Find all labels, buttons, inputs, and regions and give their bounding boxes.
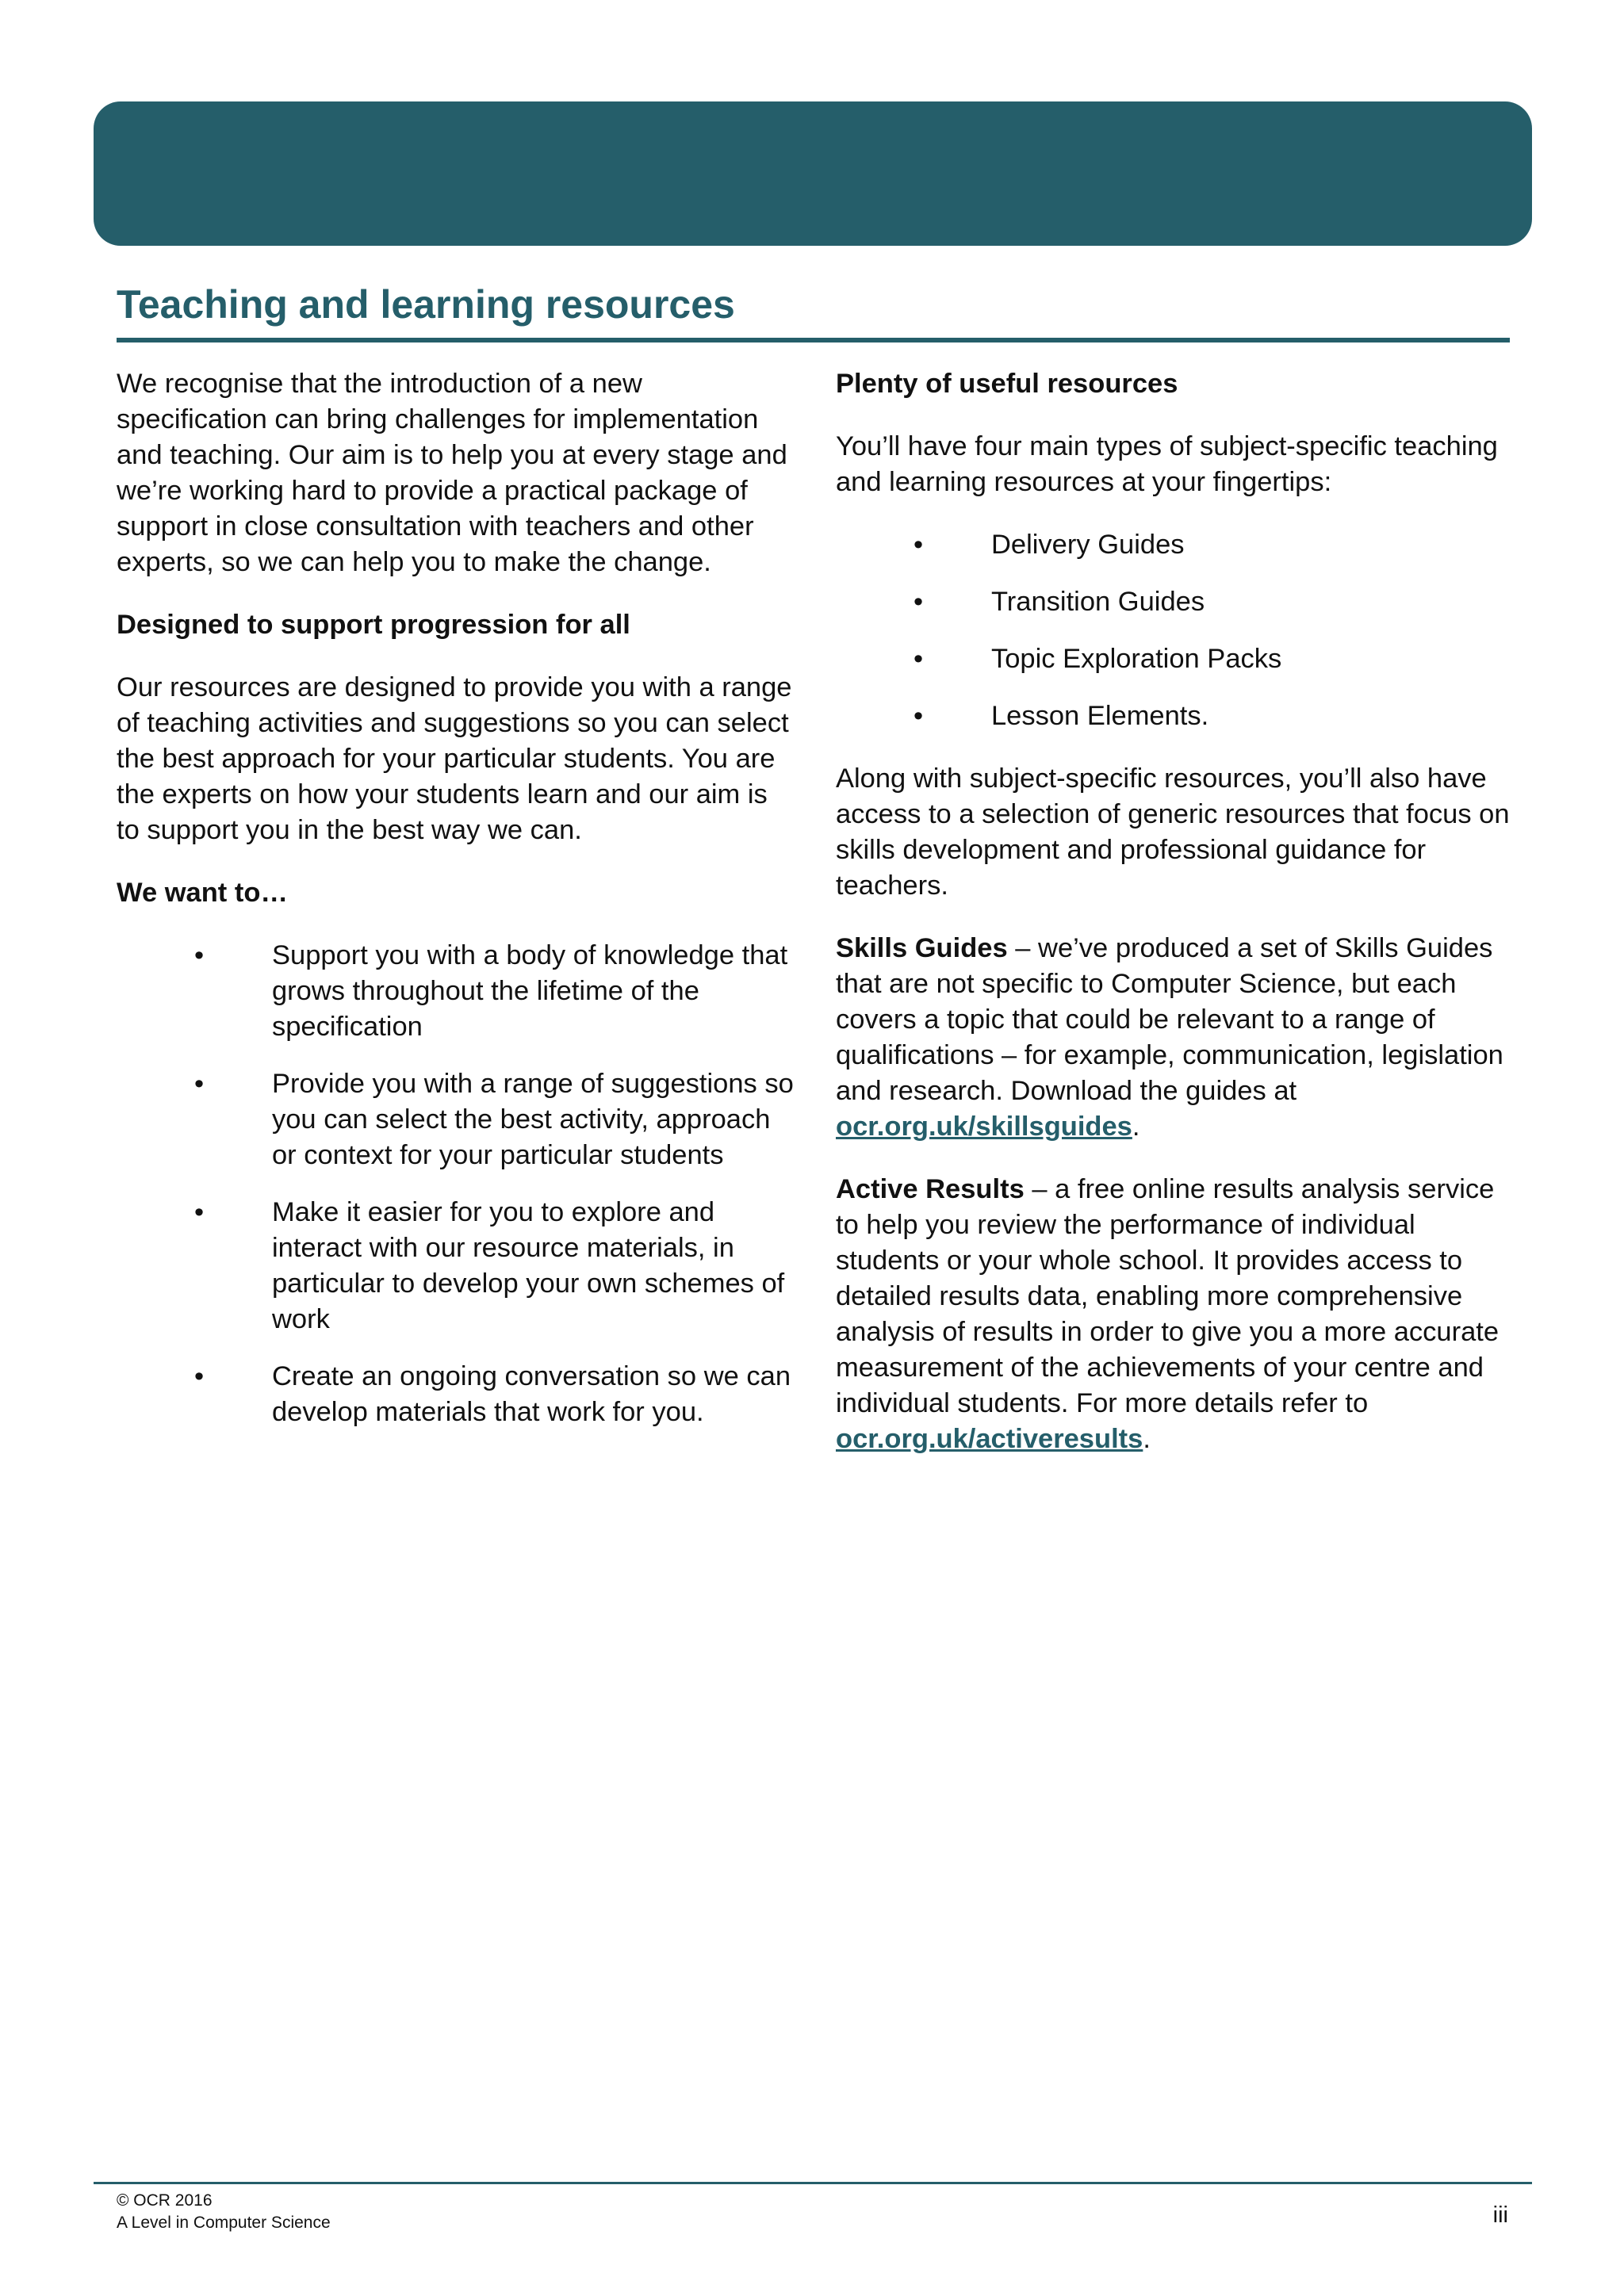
bullet-icon: • xyxy=(194,940,205,970)
copyright-text: © OCR 2016 xyxy=(117,2191,213,2210)
list-item: • Support you with a body of knowledge that grows throughout the lifetime of the specification xyxy=(117,938,795,1045)
bullet-icon: • xyxy=(194,1197,205,1227)
bullet-icon: • xyxy=(914,587,924,617)
list-item: • Transition Guides xyxy=(836,584,1518,620)
page-number: iii xyxy=(1492,2202,1508,2228)
left-intro-paragraph: We recognise that the introduction of a new specification can bring challenges for implementation and teaching. Our aim is to help you at every stage and we’re working hard to provide a practical package of support in close consultation with teachers and other experts, so we can help you to make the change. xyxy=(117,369,787,577)
bullet-icon: • xyxy=(914,701,924,731)
active-results-label: Active Results xyxy=(836,1174,1025,1204)
list-item: • Delivery Guides xyxy=(836,527,1518,563)
right-column xyxy=(836,366,1518,1484)
title-divider xyxy=(117,338,1510,342)
generic-resources-paragraph: Along with subject-specific resources, you’ll also have access to a selection of generic resources that focus on skills development and professional guidance for teachers. xyxy=(836,763,1510,901)
bullet-icon: • xyxy=(194,1069,205,1099)
footer-divider xyxy=(94,2182,1532,2184)
active-results-link[interactable]: ocr.org.uk/activeresults xyxy=(836,1424,1143,1454)
skills-guides-link[interactable]: ocr.org.uk/skillsguides xyxy=(836,1112,1132,1142)
left-column xyxy=(117,366,795,1457)
bullet-icon: • xyxy=(914,530,924,560)
skills-guides-label: Skills Guides xyxy=(836,933,1008,963)
header-banner xyxy=(94,101,1532,246)
footer-info xyxy=(117,2190,331,2234)
right-intro-paragraph: You’ll have four main types of subject-specific teaching and learning resources at your fingertips: xyxy=(836,431,1498,497)
page-title: Teaching and learning resources xyxy=(117,282,735,327)
we-want-to-heading: We want to… xyxy=(117,878,288,908)
skills-guides-paragraph: Skills Guides – we’ve produced a set of Skills Guides that are not specific to Computer Science, but each covers a topic that could be relevant to a range of qualifications – for example, communication, legislation and research. Download the guides at ocr.org.uk/skillsguides. xyxy=(836,933,1503,1142)
list-item: • Lesson Elements. xyxy=(836,698,1518,734)
list-item: • Provide you with a range of suggestions so you can select the best activity, approach or context for your particular students xyxy=(117,1066,795,1173)
useful-resources-heading: Plenty of useful resources xyxy=(836,369,1178,399)
resource-types-list xyxy=(836,527,1518,734)
subject-text: A Level in Computer Science xyxy=(117,2214,331,2232)
active-results-paragraph: Active Results – a free online results analysis service to help you review the performance of individual students or your whole school. It provides access to detailed results data, enabling more comprehensive analysis of results in order to give you a more accurate measurement of the achievements of your centre and individual students. For more details refer to ocr.org.uk/activeresults. xyxy=(836,1174,1500,1454)
list-item: • Topic Exploration Packs xyxy=(836,641,1518,677)
list-item: • Create an ongoing conversation so we can develop materials that work for you. xyxy=(117,1359,795,1430)
list-item: • Make it easier for you to explore and interact with our resource materials, in particular to develop your own schemes of work xyxy=(117,1195,795,1337)
bullet-icon: • xyxy=(194,1361,205,1391)
bullet-icon: • xyxy=(914,644,924,674)
progression-heading: Designed to support progression for all xyxy=(117,610,630,640)
aims-list xyxy=(117,938,795,1430)
resources-paragraph: Our resources are designed to provide you with a range of teaching activities and suggestions so you can select the best approach for your particular students. You are the experts on how your students learn and our aim is to support you in the best way we can. xyxy=(117,672,792,845)
